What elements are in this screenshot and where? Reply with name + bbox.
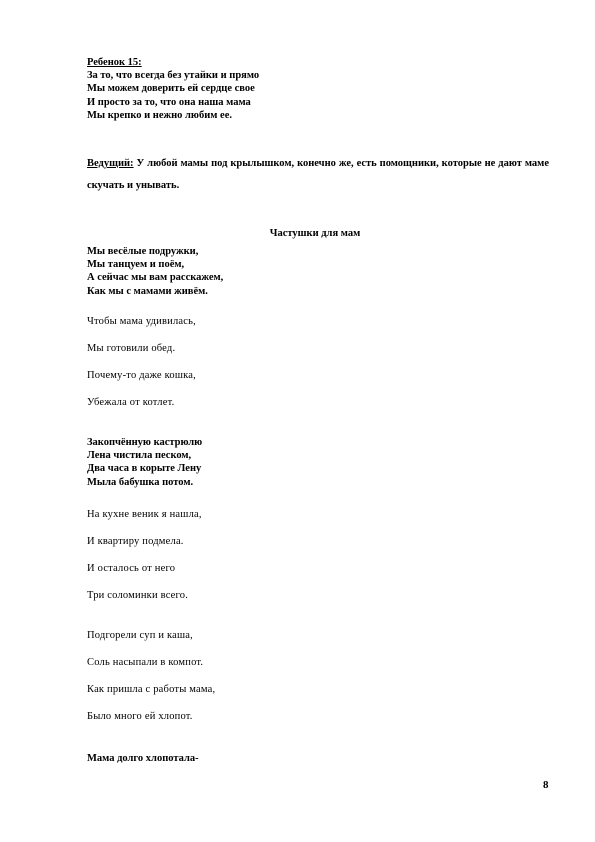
stanza-2-line-4: Убежала от котлет. <box>87 397 175 408</box>
child-15-line-3: И просто за то, что она наша мама <box>87 96 251 108</box>
stanza-4-line-1: На кухне веник я нашла, <box>87 509 202 520</box>
stanza-5-line-2: Соль насыпали в компот. <box>87 657 204 668</box>
child-15-line-4: Мы крепко и нежно любим ее. <box>87 109 232 121</box>
presenter-paragraph <box>87 153 549 197</box>
stanza-4-line-2: И квартиру подмела. <box>87 536 184 547</box>
child-15-line-2: Мы можем доверить ей сердце свое <box>87 83 255 95</box>
stanza-4-line-3: И осталось от него <box>87 563 176 574</box>
page-number: 8 <box>543 779 549 791</box>
stanza-4-line-4: Три соломинки всего. <box>87 590 189 601</box>
child-15-line-1: За то, что всегда без утайки и прямо <box>87 70 260 82</box>
child-15-block <box>87 56 259 122</box>
stanza-3-line-1: Закопчённую кастрюлю <box>87 437 203 448</box>
stanza-1 <box>87 245 223 298</box>
stanza-1-line-4: Как мы с мамами живём. <box>87 285 208 297</box>
child-15-label: Ребенок 15: <box>87 57 142 68</box>
stanza-6 <box>87 752 199 765</box>
stanza-6-line-1: Мама долго хлопотала- <box>87 753 199 764</box>
stanza-3 <box>87 436 202 489</box>
stanza-2-line-3: Почему-то даже кошка, <box>87 370 196 381</box>
stanza-2-line-2: Мы готовили обед. <box>87 343 176 354</box>
presenter-label: Ведущий: <box>87 158 134 169</box>
stanza-5-line-4: Было много ей хлопот. <box>87 711 193 722</box>
stanza-5-line-1: Подгорели суп и каша, <box>87 630 193 641</box>
stanza-1-line-2: Мы танцуем и поём, <box>87 259 185 271</box>
stanza-3-line-4: Мыла бабушка потом. <box>87 476 194 488</box>
stanza-2-line-1: Чтобы мама удивилась, <box>87 316 196 327</box>
stanza-1-line-1: Мы весёлые подружки, <box>87 246 199 257</box>
stanza-5-line-3: Как пришла с работы мама, <box>87 684 216 695</box>
stanza-3-line-3: Два часа в корыте Лену <box>87 463 202 475</box>
stanza-3-line-2: Лена чистила песком, <box>87 450 192 462</box>
section-title: Частушки для мам <box>269 228 361 239</box>
stanza-1-line-3: А сейчас мы вам расскажем, <box>87 272 224 284</box>
presenter-text: У любой мамы под крылышком, конечно же, есть помощники, которые не дают маме скучать и унывать. <box>87 158 549 191</box>
